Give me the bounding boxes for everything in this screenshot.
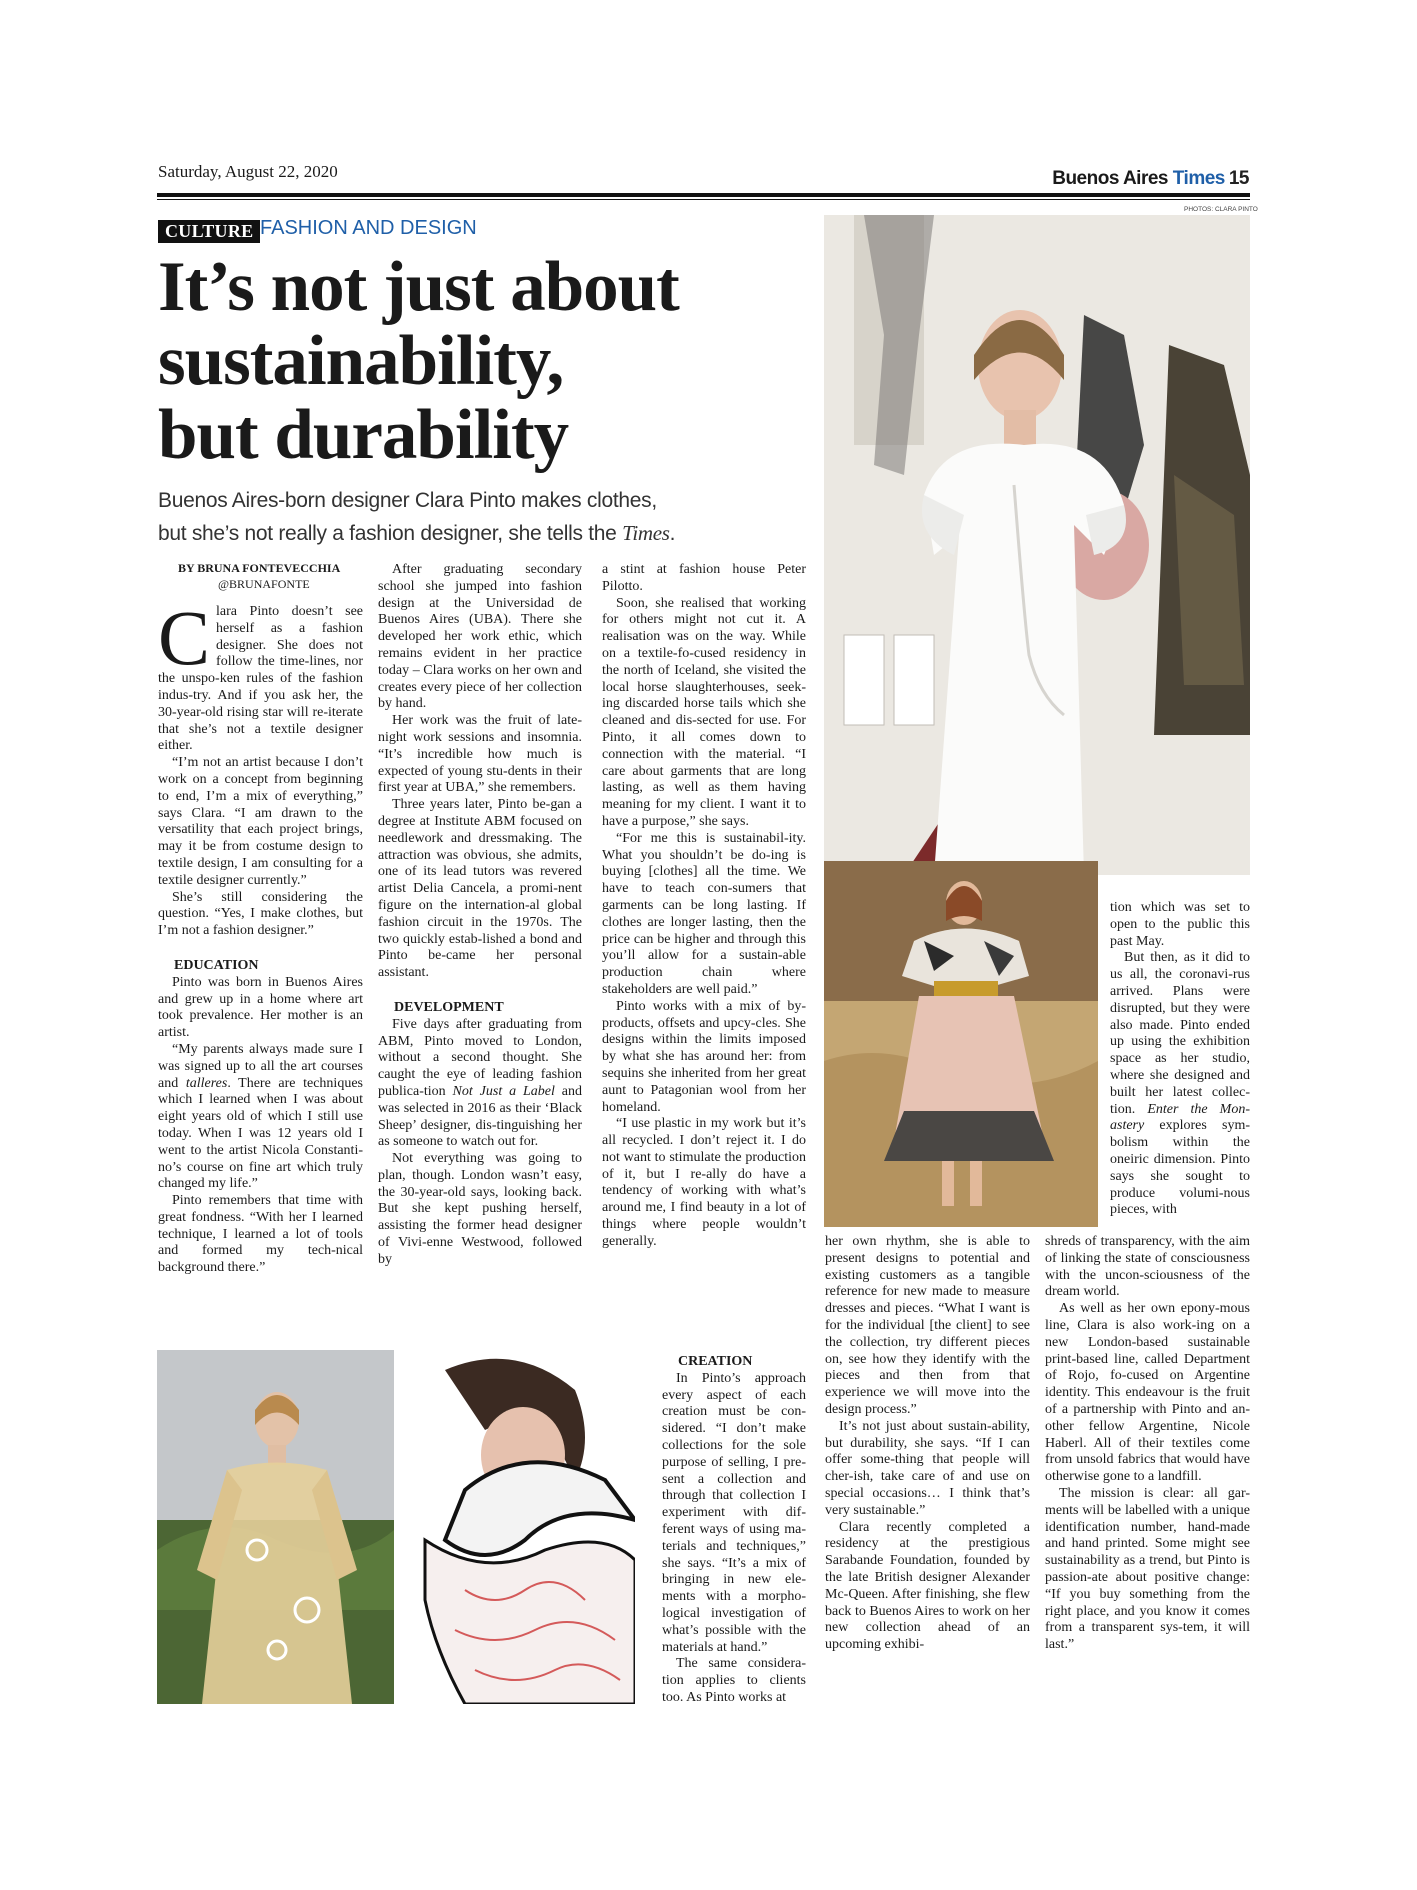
byline-handle: @BRUNAFONTE [218, 577, 310, 591]
green-field-illustration [157, 1350, 394, 1704]
photo-field-model [824, 861, 1098, 1227]
section-tag: CULTURE [158, 220, 260, 243]
column-5 [1045, 1234, 1250, 1654]
masthead-rule [157, 193, 1250, 197]
paragraph-text: lara Pinto doesn’t see herself as a fashion designer. She does not follow the time-lines, nor the unspo-ken rules of the fashion indus-try. And if you ask her, the 30-year-old rising star will re-iterate that she’s not a textile designer either. [158, 604, 363, 754]
headline-line: but durability [158, 396, 569, 474]
paragraph: her own rhythm, she is able to present designs to potential and existing customers as a tangible reference for new made to measure dresses and pieces. “What I want is for the individual [the client] to see the collection, try different pieces on, see how they identify with the pieces and then from that experience we will move into the design process.” [825, 1234, 1030, 1417]
photo-green-field-model [157, 1350, 394, 1704]
paragraph [378, 1017, 582, 1151]
paragraph: The mission is clear: all gar-ments will be labelled with a unique identification number, hand-made and hand printed. Some might see sustainability as a trend, but Pinto is passion-ate about positive change: “If you buy something from the right place, and you know it comes from a transparent sys-tem, it will last.” [1045, 1485, 1250, 1653]
paragraph: After graduating secondary school she jumped into fashion design at the Universidad de Buenos Aires (UBA). There she developed her work ethic, which remains evident in her practice today – Clara works on her own and creates every piece of her collection by hand. [378, 562, 582, 712]
paragraph: Her work was the fruit of late-night work sessions and insomnia. “It’s incredible how much is expected of young stu-dents in their first year at UBA,” she remembers. [378, 713, 582, 796]
paragraph: a stint at fashion house Peter Pilotto. [602, 562, 806, 594]
column-3 [602, 562, 806, 1251]
deck-line: Buenos Aires-born designer Clara Pinto makes clothes, [158, 489, 657, 512]
paragraph [158, 1042, 363, 1193]
paragraph-italic: Not Just a Label [452, 1083, 555, 1099]
column-4-upper [1110, 900, 1250, 1219]
paragraph [158, 594, 363, 755]
collar-illustration [405, 1350, 635, 1704]
paper-name-part2: Times [1172, 168, 1225, 189]
subhead-education: EDUCATION [174, 957, 259, 973]
portrait-illustration [824, 215, 1250, 875]
drop-cap: C [158, 594, 211, 681]
paragraph: Not everything was going to plan, though. London wasn’t easy, the 30-year-old says, looking back. But she kept pushing herself, assisting the former head designer of Vivi-enne Westwood, followed by [378, 1151, 582, 1267]
paragraph: “I’m not an artist because I don’t work on a concept from beginning to end, I’m a mix of everything,” says Clara. “I am drawn to the versatility that each project brings, may it be from costume design to textile design, I am consulting for a textile designer currently.” [158, 755, 363, 888]
issue-date: Saturday, August 22, 2020 [158, 162, 338, 181]
section-label: FASHION AND DESIGN [260, 217, 477, 239]
page-number: 15 [1228, 168, 1249, 189]
paragraph [1110, 950, 1250, 1219]
deck-line [158, 517, 718, 550]
headline [158, 250, 718, 472]
paragraph: Pinto remembers that time with great fondness. “With her I learned technique, I learned a lot of tools and formed my tech-nical background there.” [158, 1193, 363, 1276]
paragraph: The same considera-tion applies to clients too. As Pinto works at [662, 1656, 806, 1705]
paragraph: It’s not just about sustain-ability, but durability, she says. “If I can offer some-thing that people will cher-ish, take care of and use on special occasions… I think that’s very sustainable.” [825, 1418, 1030, 1518]
paragraph: shreds of transparency, with the aim of linking the state of consciousness with the uncon-sciousness of the dream world. [1045, 1234, 1250, 1300]
paragraph-text: “My parents always made sure I was signed up to all the art courses and [158, 1041, 363, 1091]
paragraph: She’s still considering the question. “Yes, I make clothes, but I’m not a fashion designer.” [158, 889, 363, 939]
paper-name [1052, 168, 1249, 190]
paragraph-text: . There are techniques which I learned when I was about eight years old of which I still use today. When I was 12 years old I went to the artist Nicola Constanti-no’s course on fine art which truly changed my life.” [158, 1075, 363, 1192]
paragraph: Clara recently completed a residency at the prestigious Sarabande Foundation, founded by the late British designer Alexander Mc-Queen. After finishing, she flew back to Buenos Aires to work on her new collection ahead of an upcoming exhibi- [825, 1519, 1030, 1653]
paper-name-part1: Buenos Aires [1052, 168, 1168, 189]
paragraph-text: Five days after graduating from ABM, Pinto moved to London, without a second thought. She caught the eye of leading fashion publica-tion [378, 1016, 582, 1099]
photo-designer-portrait [824, 215, 1250, 875]
paragraph: tion which was set to open to the public this past May. [1110, 900, 1250, 949]
paragraph: Pinto works with a mix of by-products, offsets and upcy-cles. She designs within the limits imposed by what she has around her: from sequins she inherited from her great aunt to Patagonian wool from her homeland. [602, 998, 806, 1115]
paragraph-italic: Enter the Mon-astery [1110, 1101, 1250, 1134]
masthead-rule-thin [157, 199, 1250, 200]
paragraph: “I use plastic in my work but it’s all recycled. I don’t reject it. I do not want to stimulate the production of it, but I re-ally do have a tendency of working with what’s around me, I find beauty in a lot of things where people wouldn’t generally. [602, 1116, 806, 1249]
column-2 [378, 562, 582, 1269]
paragraph-italic: talleres [185, 1075, 228, 1091]
deck [158, 484, 718, 550]
paragraph-text: explores sym-bolism within the oneiric dimension. Pinto says she sought to produce volumi-nous pieces, with [1110, 1118, 1250, 1218]
column-4 [825, 1234, 1030, 1654]
deck-text: but she’s not really a fashion designer, she tells the [158, 522, 623, 545]
paragraph: Three years later, Pinto be-gan a degree at Institute ABM focused on needlework and dressmaking. The attraction was obvious, she admits, one of its lead tutors was revered artist Delia Cancela, a promi-nent figure on the internation-al global fashion circuit in the 1970s. The two quickly estab-lished a bond and Pinto be-came her personal assistant. [378, 797, 582, 981]
paragraph: As well as her own epony-mous line, Clara is also work-ing on a new London-based sustainable print-based line, called Department of Rojo, fo-cused on Argentine identity. This endeavour is the fruit of a partnership with Pinto and an-other fellow Argentine, Nicole Haberl. All of their textiles come from unsold fabrics that would have otherwise gone to a landfill. [1045, 1301, 1250, 1485]
deck-text: . [669, 522, 676, 545]
photo-credit: PHOTOS: CLARA PINTO [1184, 206, 1258, 213]
subhead-development: DEVELOPMENT [394, 999, 504, 1015]
paragraph-text: But then, as it did to us all, the coronavi-rus arrived. Plans were disrupted, but they were also made. Pinto ended up using the exhibition space as her studio, where she designed and built her latest collec-tion. [1110, 950, 1250, 1117]
headline-line: sustainability, [158, 322, 564, 400]
paragraph: In Pinto’s approach every aspect of each creation must be con-sidered. “I don’t make collections for the sole purpose of selling, I pre-sent a collection and through that collection I experiment with dif-ferent ways of using ma-terials and techniques,” she says. “It’s a mix of bringing in new ele-ments with a morpho-logical investigation of what’s possible with the materials at hand.” [662, 1370, 806, 1655]
column-1 [158, 594, 363, 1277]
photo-collar-model [405, 1350, 635, 1704]
field-illustration [824, 861, 1098, 1227]
byline: BY BRUNA FONTEVECCHIA [178, 561, 341, 575]
column-3-lower [662, 1354, 806, 1707]
subhead-creation: CREATION [678, 1354, 753, 1369]
deck-italic: Times [622, 521, 670, 545]
paragraph: Soon, she realised that working for others might not cut it. A realisation was on the way. While on a textile-fo-cused residency in the north of Iceland, she visited the local horse slaughterhouses, seek-ing discarded horse tails which she cleaned and dis-sected for use. For Pinto, it all comes down to connection with the material. “I care about garments that are long lasting, as well as them having meaning for my client. I want it to have a purpose,” she says. [602, 595, 806, 829]
paragraph-text: and was selected in 2016 as their ‘Black Sheep’ designer, dis-tinguishing her as someone to watch out for. [378, 1083, 582, 1150]
paragraph: “For me this is sustainabil-ity. What you shouldn’t be do-ing is buying [clothes] all the time. We have to teach con-sumers that garments can be long lasting. If clothes are longer lasting, then the price can be higher and through this you’ll allow for a sustain-able production chain where stakeholders are well paid.” [602, 830, 806, 997]
headline-line: It’s not just about [158, 248, 679, 326]
paragraph: Pinto was born in Buenos Aires and grew up in a home where art took prevalence. Her mother is an artist. [158, 974, 363, 1041]
